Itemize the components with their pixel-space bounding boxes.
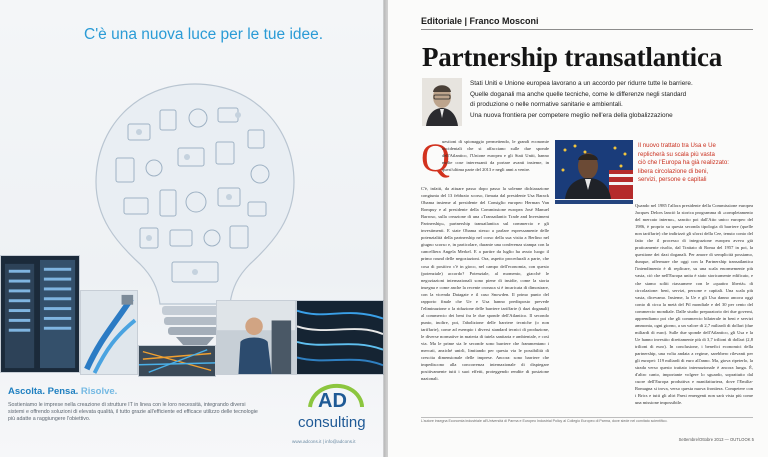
footer-divider — [421, 417, 753, 418]
logo-ad-text: AD — [318, 390, 347, 412]
pull-quote — [638, 142, 756, 185]
page-folio: Settembre/Ottobre 2013 — OUTLOOK 5 — [678, 437, 754, 442]
pull-quote-line: Il nuovo trattato tra Usa e Ue — [638, 142, 716, 149]
pull-quote-line: replicherà su scala più vasta — [638, 150, 715, 158]
network-cable-photo — [80, 290, 138, 375]
ad-consulting-logo — [288, 377, 378, 435]
tagline-listen: Ascolta. — [8, 386, 45, 397]
obama-photo — [555, 140, 633, 199]
drop-cap: Q — [421, 135, 450, 180]
author-portrait — [422, 78, 462, 126]
rack-cables-photo — [138, 345, 216, 377]
wiring-photo — [296, 300, 384, 375]
subtitle-line: di produzione o nelle normative sanitarie e ambientali. — [470, 101, 623, 109]
article-intro: uestioni di spionaggio permettendo, le grandi economie occidentali che si affacciano sulle due sponde dell'Atlantico, l'Unione europea e gli Stati Uniti, hanno molte cose interessanti da portare avanti insieme, in quest'ultima parte del 2013 e negli anni a venire. — [442, 139, 549, 173]
article-page — [388, 0, 768, 457]
ad-website: www.adcons.it | info@adcons.it — [292, 439, 356, 444]
pull-quote-line: ciò che l'Europa ha già realizzato: — [638, 159, 729, 167]
author-footnote: L'autore insegna Economia industriale all'Università di Parma e Europeo Industrial Policy al Collegio Europeo di Parma, dove siede nel comitato scientifico. — [421, 419, 668, 423]
pull-quote-line: libera circolazione di beni, — [638, 167, 709, 175]
server-room-photo — [0, 255, 80, 373]
article-subtitle — [470, 79, 760, 121]
flags-strip — [555, 200, 633, 204]
technician-photo — [216, 300, 296, 375]
tagline-think: Pensa. — [47, 386, 79, 397]
section-label: Editoriale | Franco Mosconi — [421, 16, 539, 26]
ad-tagline — [8, 386, 117, 397]
section-divider — [421, 29, 753, 30]
subtitle-line: Una nuova frontiera per competere meglio nell'era della globalizzazione — [470, 111, 673, 119]
pull-quote-line: servizi, persone e capitali — [638, 176, 707, 184]
article-title: Partnership transatlantica — [422, 42, 723, 72]
subtitle-line: Quelle doganali ma anche quelle tecniche, come le differenze negli standard — [470, 90, 687, 98]
article-column-1: C'è, infatti, da attuare passo dopo passo la solenne dichiarazione congiunta del 13 febbraio scorso, firmata dal presidente Usa Barack Obama insieme al presidente del Consiglio europeo Herman Van Rompuy e al presidente della Commissione europea José Manuel Barroso, sulla creazione di una «Transatlantic Trade and Investment Partnership», partnership transatlantica sul commercio e gli investimenti. E state Obama stesso a parlare espressamente delle potenzialità della partnership nel corso della sua visita a Berlino nel giugno scorso e, in particolare, durante una conferenza stampa con la cancelliera Angela Merkel. E a partire da luglio ha avuto luogo il primo round delle negoziazioni. Ora, aspetto procedurali a parte, che cosa di positivo c'è in gioco, nel campo dell'economia, con questo (potenziale) accordo? Potenziale, al momento, giacché le negoziazioni internazionali sono piene di insidie, come la storia insegna e come anche la recente cronaca si è incaricata di dimostrare, con la vicenda Datagate e il caso Snowden. Il primo punto del rapporto finale che Ue e Usa hanno predisposto prevede l'eliminazione o la riduzione delle barriere tariffarie (i dazi doganali) al commercio dei beni fra le due sponde dell'Atlantico. Il secondo punto, inoltre, poi, l'abolizione delle barriere tecniche (o non tariffarie), come ad esempio i diversi standard tecnici di produzione, le diverse normative in materia di tutela sanitaria e ambientale, e così via. Ma le prime sia le seconde sono barriere che frammentano i mercati, anziché unirli, limitando per questa via le possibilità di crescita dimensionale delle imprese. Ancora: sono barriere che impediscono alla concorrenza internazionale di dispiegare positivamente tutti i suoi effetti, proteggendo rendite di posizione nazionali. — [421, 186, 549, 382]
article-column-2: Quando nel 1985 l'allora presidente della Commissione europea Jacques Delors lanciò la storica programma di «completamento del mercato interno», sancito poi dall'Atto unico europeo del 1986, è proprio su questa seconda tipologia di barriere (quelle non tariffarie) che indirizzò gli sforzi della Cee, tenuto conto del fatto che il processo di integrazione europea aveva già praticamente risolto, dal Trattato di Roma del 1957 in poi, la questione dei dazi doganali. Per amore di semplicità possiamo, dunque, affermare che oggi con la Partnership transatlantica l'intendimento è di replicare, su una scala enormemente più vasta, ciò che nell'Europa unita è stato storicamente edificato, e che siamo soliti riassumere con le «quattro libertà» di circolazione: beni, servizi, persone e capitali. Una scala più vasta, dicevamo. Insieme, la Ue e gli Usa danno ancora oggi conto di circa la metà del Pil mondiale e del 30 per cento del commercio mondiale. Dalle studio preparatorio dei due governi, apprendiamo poi che gli commercio bilaterale in beni e servizi ammonta, ogni giorno, a un valore di 2,7 miliardi di dollari (due miliardi di euro). Sulle due sponde dell'Atlantico, gli Usa e la Ue hanno investito direttamente più di 3,7 trilioni di dollari (2,8 trilioni di euro). In conclusione, i benefici economici della partnership, una volta andata a regime, sarebbero rilevanti per gli europei: 119 miliardi di euro all'anno. Ma, giova ripeterlo, la strada verso questo trattato internazionale è ancora lunga. È, d'altro canto, importante volgere lo sguardo, soprattutto dal cuore dell'Europa produttiva e manifatturiera, dove l'Emilia-Romagna si trova, verso questa nuova frontiera. Competere con i Brics e tutti gli altri Paesi emergenti non sarà vista più come una missione impossibile. — [635, 203, 753, 406]
subtitle-line: Stati Uniti e Unione europea lavorano a un accordo per ridurre tutte le barriere. — [470, 80, 693, 87]
logo-consulting-text: consulting — [298, 414, 366, 431]
tagline-solve: Risolve. — [80, 386, 118, 397]
ad-headline: C'è una nuova luce per le tue idee. — [84, 26, 324, 43]
ad-description: Sostieniamo le imprese nella creazione di strutture IT in linea con le loro necessità, integrando diversi sistemi e offrendo soluzioni di elevata qualità, il tutto grazie all'efficiente ed efficace utilizzo delle tecnologie più adatte a raggiungere l'obiettivo. — [8, 402, 258, 422]
